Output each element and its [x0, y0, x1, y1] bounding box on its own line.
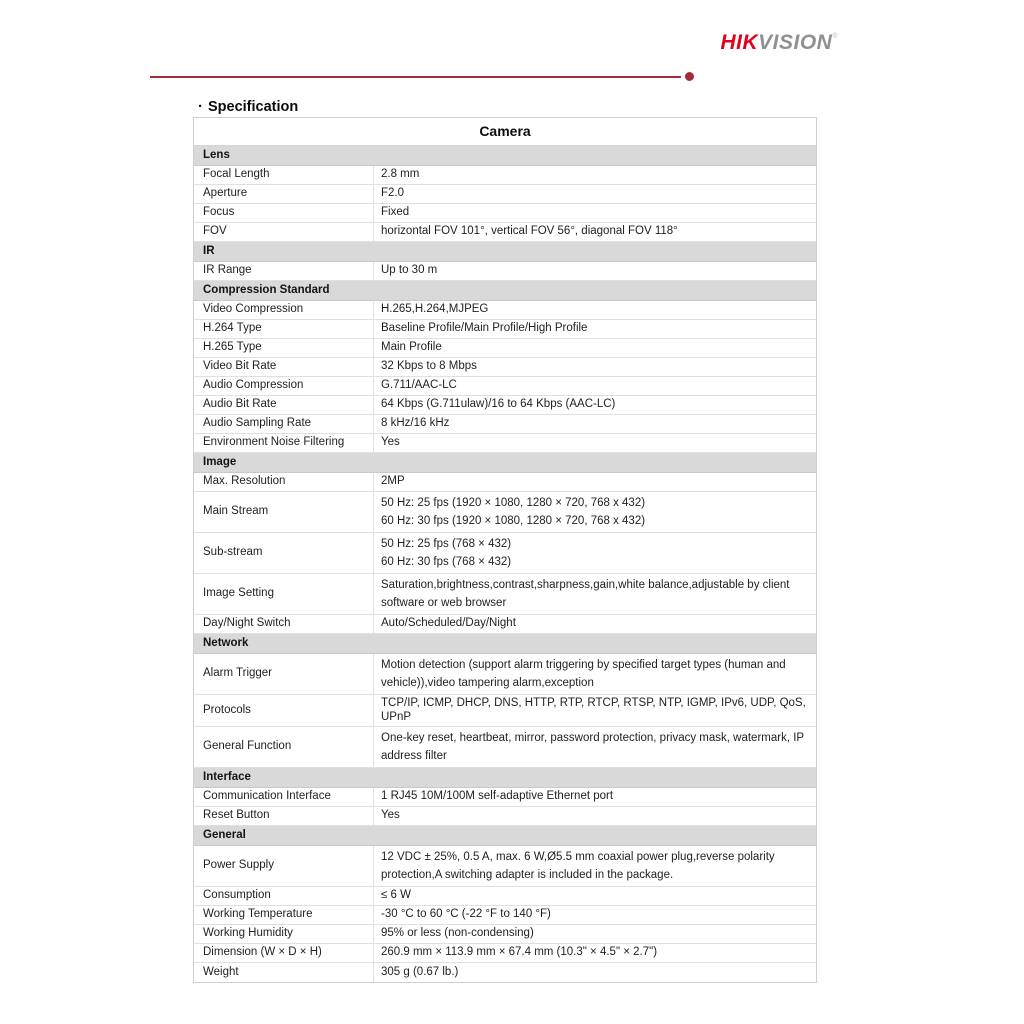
spec-value	[374, 415, 816, 433]
spec-row	[194, 695, 816, 727]
spec-value	[374, 396, 816, 414]
spec-row	[194, 654, 816, 695]
spec-row	[194, 185, 816, 204]
spec-label: Consumption	[194, 887, 374, 905]
spec-value-line: 32 Kbps to 8 Mbps	[381, 360, 477, 373]
accent-dot	[685, 72, 694, 81]
spec-row	[194, 262, 816, 281]
spec-label: Main Stream	[194, 492, 374, 532]
spec-row	[194, 396, 816, 415]
spec-table	[193, 117, 817, 983]
spec-value-line: 64 Kbps (G.711ulaw)/16 to 64 Kbps (AAC-LC)	[381, 398, 616, 411]
spec-row	[194, 301, 816, 320]
spec-value-line: Saturation,brightness,contrast,sharpness,gain,white balance,adjustable by client software or web browser	[381, 579, 790, 609]
spec-label: H.265 Type	[194, 339, 374, 357]
spec-value	[374, 166, 816, 184]
spec-label: Video Bit Rate	[194, 358, 374, 376]
spec-label: Weight	[194, 963, 374, 982]
spec-value-line: 2.8 mm	[381, 168, 420, 181]
spec-value	[374, 963, 816, 982]
spec-label: Protocols	[194, 695, 374, 726]
section-header-row: General	[194, 826, 816, 846]
spec-value-line: Main Profile	[381, 341, 442, 354]
spec-value-line: F2.0	[381, 187, 405, 200]
spec-value	[374, 615, 816, 633]
spec-row	[194, 166, 816, 185]
spec-value	[374, 320, 816, 338]
spec-label: Working Temperature	[194, 906, 374, 924]
spec-value	[374, 204, 816, 222]
spec-row	[194, 320, 816, 339]
spec-label: Audio Compression	[194, 377, 374, 395]
spec-label: Focus	[194, 204, 374, 222]
spec-row	[194, 434, 816, 453]
spec-value-line: 8 kHz/16 kHz	[381, 417, 450, 430]
spec-label: Sub-stream	[194, 533, 374, 573]
spec-row	[194, 223, 816, 242]
spec-value-line: 260.9 mm × 113.9 mm × 67.4 mm (10.3" × 4.5" × 2.7")	[381, 946, 658, 959]
spec-row	[194, 846, 816, 887]
spec-label: Reset Button	[194, 807, 374, 825]
spec-row	[194, 963, 816, 982]
spec-label: Aperture	[194, 185, 374, 203]
spec-label: General Function	[194, 727, 374, 767]
spec-value	[374, 727, 816, 767]
spec-row	[194, 204, 816, 223]
brand-logo-hik: HIK	[720, 31, 759, 54]
spec-value-line: 60 Hz: 30 fps (768 × 432)	[381, 556, 512, 568]
spec-row	[194, 925, 816, 944]
section-header-row: Image	[194, 453, 816, 473]
spec-value-line: -30 °C to 60 °C (-22 °F to 140 °F)	[381, 908, 551, 921]
spec-row	[194, 906, 816, 925]
brand-logo-vision: VISION	[758, 31, 833, 54]
spec-value-line: 12 VDC ± 25%, 0.5 A, max. 6 W,Ø5.5 mm coaxial power plug,reverse polarity protection,A switching adapter is included in the package.	[381, 851, 775, 881]
table-title: Camera	[194, 118, 816, 146]
spec-value-line: 1 RJ45 10M/100M self-adaptive Ethernet port	[381, 790, 614, 803]
spec-value	[374, 185, 816, 203]
spec-label: Day/Night Switch	[194, 615, 374, 633]
spec-value	[374, 377, 816, 395]
section-header-row: Network	[194, 634, 816, 654]
spec-value	[374, 574, 816, 614]
spec-label: H.264 Type	[194, 320, 374, 338]
registered-trademark-icon: ®	[832, 33, 838, 40]
spec-label: Image Setting	[194, 574, 374, 614]
spec-value	[374, 358, 816, 376]
spec-value	[374, 695, 816, 726]
spec-value-line: 50 Hz: 25 fps (768 × 432)	[381, 538, 512, 550]
spec-label: Alarm Trigger	[194, 654, 374, 694]
spec-value	[374, 925, 816, 943]
spec-label: Environment Noise Filtering	[194, 434, 374, 452]
spec-label: Max. Resolution	[194, 473, 374, 491]
spec-row	[194, 574, 816, 615]
section-header-row: Lens	[194, 146, 816, 166]
spec-row	[194, 887, 816, 906]
spec-label: Dimension (W × D × H)	[194, 944, 374, 962]
section-header-row: Compression Standard	[194, 281, 816, 301]
spec-value-line: H.265,H.264,MJPEG	[381, 303, 489, 316]
spec-value	[374, 807, 816, 825]
spec-value-line: 305 g (0.67 lb.)	[381, 965, 459, 978]
spec-value-line: One-key reset, heartbeat, mirror, password protection, privacy mask, watermark, IP address filter	[381, 732, 804, 762]
spec-row	[194, 807, 816, 826]
section-header-row: Interface	[194, 768, 816, 788]
spec-label: Focal Length	[194, 166, 374, 184]
spec-row	[194, 615, 816, 634]
spec-value-line: 2MP	[381, 475, 405, 488]
spec-value	[374, 788, 816, 806]
spec-label: Audio Bit Rate	[194, 396, 374, 414]
spec-row	[194, 377, 816, 396]
spec-label: Audio Sampling Rate	[194, 415, 374, 433]
spec-label: Communication Interface	[194, 788, 374, 806]
accent-line	[150, 76, 681, 78]
spec-row	[194, 492, 816, 533]
spec-value	[374, 339, 816, 357]
spec-label: IR Range	[194, 262, 374, 280]
spec-value	[374, 434, 816, 452]
spec-row	[194, 339, 816, 358]
spec-value-line: 95% or less (non-condensing)	[381, 927, 534, 940]
spec-label: Power Supply	[194, 846, 374, 886]
spec-value-line: Baseline Profile/Main Profile/High Profile	[381, 322, 588, 335]
page-title-text: Specification	[208, 99, 299, 115]
spec-value	[374, 301, 816, 319]
spec-value-line: Auto/Scheduled/Day/Night	[381, 617, 516, 630]
spec-value-line: ≤ 6 W	[381, 889, 411, 902]
spec-value-line: Yes	[381, 436, 400, 449]
spec-value	[374, 846, 816, 886]
spec-label: Video Compression	[194, 301, 374, 319]
spec-value	[374, 473, 816, 491]
spec-row	[194, 533, 816, 574]
spec-value	[374, 533, 816, 573]
spec-value-line: horizontal FOV 101°, vertical FOV 56°, diagonal FOV 118°	[381, 225, 678, 238]
spec-value-line: Motion detection (support alarm triggering by specified target types (human and vehicle)),video tampering alarm,exception	[381, 659, 786, 689]
spec-value	[374, 654, 816, 694]
spec-value	[374, 906, 816, 924]
section-header-row: IR	[194, 242, 816, 262]
spec-label: FOV	[194, 223, 374, 241]
spec-value	[374, 944, 816, 962]
title-bullet-icon: ·	[198, 98, 203, 115]
spec-value-line: Fixed	[381, 206, 410, 219]
spec-label: Working Humidity	[194, 925, 374, 943]
spec-value-line: 60 Hz: 30 fps (1920 × 1080, 1280 × 720, 768 x 432)	[381, 515, 646, 527]
spec-value-line: 50 Hz: 25 fps (1920 × 1080, 1280 × 720, 768 x 432)	[381, 497, 646, 509]
spec-value	[374, 887, 816, 905]
spec-value	[374, 223, 816, 241]
page-title	[198, 98, 298, 115]
spec-row	[194, 727, 816, 768]
spec-value-line: Yes	[381, 809, 400, 822]
spec-value-line: G.711/AAC-LC	[381, 379, 457, 392]
spec-value-line: TCP/IP, ICMP, DHCP, DNS, HTTP, RTP, RTCP, RTSP, NTP, IGMP, IPv6, UDP, QoS, UPnP	[381, 697, 806, 723]
spec-row	[194, 944, 816, 963]
spec-row	[194, 415, 816, 434]
brand-logo	[720, 31, 838, 55]
spec-row	[194, 788, 816, 807]
spec-value	[374, 492, 816, 532]
spec-value	[374, 262, 816, 280]
spec-row	[194, 473, 816, 492]
spec-row	[194, 358, 816, 377]
spec-value-line: Up to 30 m	[381, 264, 438, 277]
